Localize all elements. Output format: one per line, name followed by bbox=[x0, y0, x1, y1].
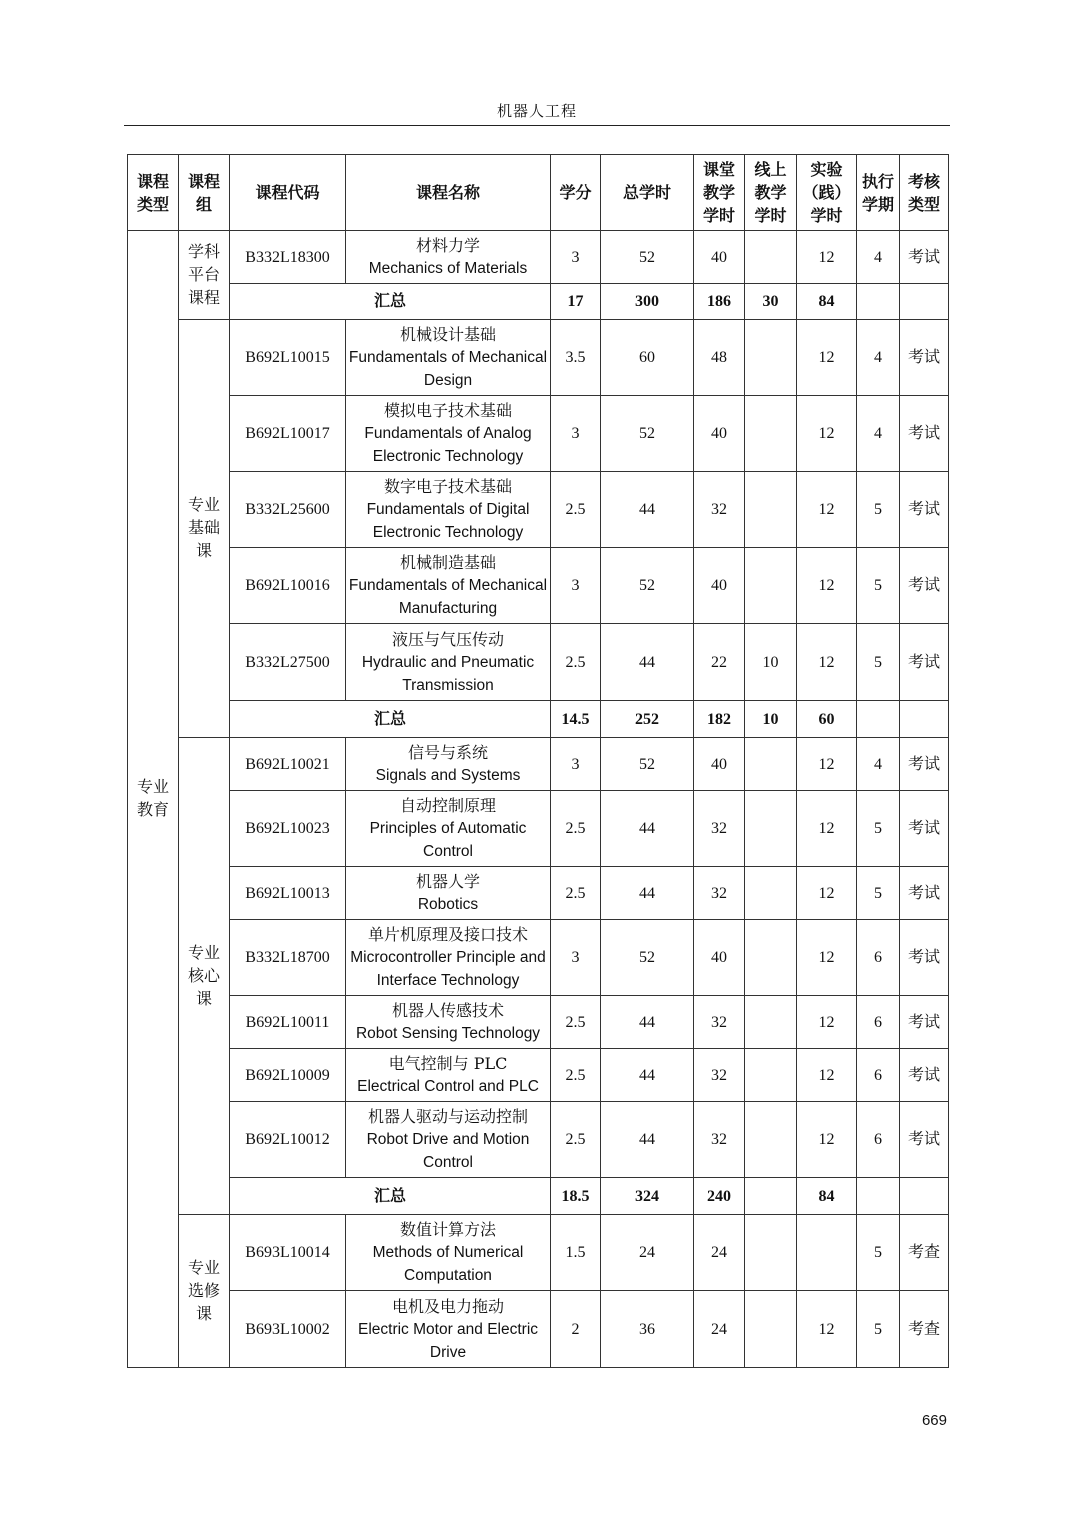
course-code-cell: B692L10023 bbox=[230, 791, 346, 867]
summary-label-cell: 汇总 bbox=[230, 701, 551, 738]
course-name-cn: 机器人学 bbox=[415, 872, 480, 891]
class-hours-cell: 32 bbox=[694, 472, 745, 548]
lab-hours-cell: 12 bbox=[797, 920, 857, 996]
table-row bbox=[128, 472, 949, 548]
table-row bbox=[128, 231, 949, 284]
summary-online-hours-cell bbox=[745, 1178, 797, 1215]
summary-total-hours-cell: 252 bbox=[601, 701, 694, 738]
exam-type-cell: 考试 bbox=[900, 867, 949, 920]
total-hours-cell: 44 bbox=[601, 867, 694, 920]
course-name-cn: 液压与气压传动 bbox=[391, 629, 504, 649]
table-row bbox=[128, 996, 949, 1049]
online-hours-cell bbox=[745, 548, 797, 624]
credit-cell: 2.5 bbox=[551, 1102, 601, 1178]
course-name-en: Fundamentals of Analog Electronic Technology bbox=[364, 425, 532, 465]
course-name-en: Robot Sensing Technology bbox=[355, 1025, 541, 1042]
summary-row bbox=[128, 1178, 949, 1215]
credit-cell: 3 bbox=[551, 738, 601, 791]
total-hours-cell: 44 bbox=[601, 1049, 694, 1102]
summary-online-hours-cell: 10 bbox=[745, 701, 797, 738]
lab-hours-cell: 12 bbox=[797, 1049, 857, 1102]
online-hours-cell bbox=[745, 1049, 797, 1102]
table-row bbox=[128, 1049, 949, 1102]
course-name-en: Fundamentals of Digital Electronic Technology bbox=[366, 501, 530, 541]
course-name-cn: 材料力学 bbox=[415, 236, 480, 255]
summary-lab-hours-cell: 60 bbox=[797, 701, 857, 738]
lab-hours-cell: 12 bbox=[797, 791, 857, 867]
class-hours-cell: 24 bbox=[694, 1215, 745, 1291]
course-code-cell: B692L10011 bbox=[230, 996, 346, 1049]
summary-row bbox=[128, 701, 949, 738]
column-header: 学分 bbox=[551, 155, 601, 231]
total-hours-cell: 52 bbox=[601, 548, 694, 624]
course-group-cell: 专业 核心 课 bbox=[179, 738, 230, 1215]
course-name-cell bbox=[346, 867, 551, 920]
table-row bbox=[128, 867, 949, 920]
summary-total-hours-cell: 300 bbox=[601, 284, 694, 320]
class-hours-cell: 32 bbox=[694, 1102, 745, 1178]
summary-credit-cell: 17 bbox=[551, 284, 601, 320]
course-code-cell: B693L10002 bbox=[230, 1291, 346, 1368]
summary-credit-cell: 14.5 bbox=[551, 701, 601, 738]
summary-label-cell: 汇总 bbox=[230, 284, 551, 320]
online-hours-cell bbox=[745, 472, 797, 548]
summary-lab-hours-cell: 84 bbox=[797, 284, 857, 320]
lab-hours-cell: 12 bbox=[797, 1291, 857, 1368]
exam-type-cell: 考试 bbox=[900, 996, 949, 1049]
course-name-en: Electric Motor and Electric Drive bbox=[357, 1320, 539, 1361]
summary-class-hours-cell: 240 bbox=[694, 1178, 745, 1215]
class-hours-cell: 48 bbox=[694, 320, 745, 396]
column-header: 总学时 bbox=[601, 155, 694, 231]
term-cell: 5 bbox=[857, 624, 900, 701]
course-name-cn: 机器人驱动与运动控制 bbox=[367, 1107, 528, 1126]
course-code-cell: B332L18700 bbox=[230, 920, 346, 996]
course-code-cell: B332L27500 bbox=[230, 624, 346, 701]
credit-cell: 2.5 bbox=[551, 472, 601, 548]
lab-hours-cell: 12 bbox=[797, 1102, 857, 1178]
summary-credit-cell: 18.5 bbox=[551, 1178, 601, 1215]
summary-term-cell bbox=[857, 284, 900, 320]
course-name-cell bbox=[346, 1291, 551, 1368]
column-header: 线上 教学 学时 bbox=[745, 155, 797, 231]
table-row bbox=[128, 1291, 949, 1368]
summary-lab-hours-cell: 84 bbox=[797, 1178, 857, 1215]
course-name-cell bbox=[346, 396, 551, 472]
summary-row bbox=[128, 284, 949, 320]
term-cell: 5 bbox=[857, 791, 900, 867]
credit-cell: 2.5 bbox=[551, 791, 601, 867]
total-hours-cell: 52 bbox=[601, 231, 694, 284]
course-name-cell bbox=[346, 738, 551, 791]
course-code-cell: B692L10013 bbox=[230, 867, 346, 920]
course-name-cell bbox=[346, 1215, 551, 1291]
exam-type-cell: 考查 bbox=[900, 1291, 949, 1368]
course-name-en: Fundamentals of Mechanical Manufacturing bbox=[348, 577, 548, 617]
exam-type-cell: 考试 bbox=[900, 738, 949, 791]
column-header: 执行 学期 bbox=[857, 155, 900, 231]
term-cell: 6 bbox=[857, 996, 900, 1049]
course-group-cell: 专业 基础 课 bbox=[179, 320, 230, 738]
lab-hours-cell: 12 bbox=[797, 738, 857, 791]
summary-class-hours-cell: 182 bbox=[694, 701, 745, 738]
lab-hours-cell: 12 bbox=[797, 472, 857, 548]
table-row bbox=[128, 738, 949, 791]
course-name-cn: 自动控制原理 bbox=[399, 796, 496, 815]
credit-cell: 3.5 bbox=[551, 320, 601, 396]
class-hours-cell: 40 bbox=[694, 396, 745, 472]
table-row bbox=[128, 624, 949, 701]
total-hours-cell: 44 bbox=[601, 624, 694, 701]
summary-exam-cell bbox=[900, 284, 949, 320]
exam-type-cell: 考试 bbox=[900, 548, 949, 624]
lab-hours-cell: 12 bbox=[797, 320, 857, 396]
course-name-en: Microcontroller Principle and Interface Technology bbox=[350, 949, 546, 989]
term-cell: 6 bbox=[857, 1102, 900, 1178]
online-hours-cell bbox=[745, 738, 797, 791]
term-cell: 4 bbox=[857, 231, 900, 284]
summary-online-hours-cell: 30 bbox=[745, 284, 797, 320]
credit-cell: 2.5 bbox=[551, 1049, 601, 1102]
course-name-en: Principles of Automatic Control bbox=[369, 820, 527, 860]
online-hours-cell bbox=[745, 867, 797, 920]
course-code-cell: B692L10009 bbox=[230, 1049, 346, 1102]
online-hours-cell bbox=[745, 320, 797, 396]
course-group-cell: 学科 平台 课程 bbox=[179, 231, 230, 320]
exam-type-cell: 考试 bbox=[900, 231, 949, 284]
total-hours-cell: 44 bbox=[601, 996, 694, 1049]
exam-type-cell: 考查 bbox=[900, 1215, 949, 1291]
exam-type-cell: 考试 bbox=[900, 472, 949, 548]
exam-type-cell: 考试 bbox=[900, 320, 949, 396]
credit-cell: 2 bbox=[551, 1291, 601, 1368]
column-header: 课程名称 bbox=[346, 155, 551, 231]
class-hours-cell: 40 bbox=[694, 231, 745, 284]
course-name-cn: 机械设计基础 bbox=[399, 325, 496, 344]
class-hours-cell: 32 bbox=[694, 1049, 745, 1102]
course-code-cell: B692L10017 bbox=[230, 396, 346, 472]
total-hours-cell: 52 bbox=[601, 920, 694, 996]
course-code-cell: B692L10015 bbox=[230, 320, 346, 396]
total-hours-cell: 52 bbox=[601, 738, 694, 791]
online-hours-cell bbox=[745, 231, 797, 284]
column-header: 课程代码 bbox=[230, 155, 346, 231]
summary-exam-cell bbox=[900, 701, 949, 738]
term-cell: 5 bbox=[857, 867, 900, 920]
term-cell: 5 bbox=[857, 472, 900, 548]
credit-cell: 1.5 bbox=[551, 1215, 601, 1291]
course-name-en: Robotics bbox=[417, 896, 479, 913]
course-group-cell: 专业 选修 课 bbox=[179, 1215, 230, 1368]
exam-type-cell: 考试 bbox=[900, 1049, 949, 1102]
course-name-cn: 单片机原理及接口技术 bbox=[367, 925, 528, 944]
course-name-en: Fundamentals of Mechanical Design bbox=[348, 349, 548, 389]
course-code-cell: B693L10014 bbox=[230, 1215, 346, 1291]
summary-exam-cell bbox=[900, 1178, 949, 1215]
course-name-cn: 电气控制与 PLC bbox=[388, 1054, 508, 1073]
total-hours-cell: 44 bbox=[601, 472, 694, 548]
credit-cell: 3 bbox=[551, 920, 601, 996]
course-name-cell bbox=[346, 1102, 551, 1178]
summary-label-cell: 汇总 bbox=[230, 1178, 551, 1215]
term-cell: 4 bbox=[857, 738, 900, 791]
online-hours-cell bbox=[745, 1215, 797, 1291]
exam-type-cell: 考试 bbox=[900, 791, 949, 867]
online-hours-cell bbox=[745, 396, 797, 472]
credit-cell: 3 bbox=[551, 548, 601, 624]
course-name-cn: 机械制造基础 bbox=[399, 553, 496, 572]
lab-hours-cell: 12 bbox=[797, 548, 857, 624]
course-name-cn: 数值计算方法 bbox=[399, 1220, 496, 1239]
online-hours-cell bbox=[745, 1291, 797, 1368]
table-row bbox=[128, 920, 949, 996]
lab-hours-cell: 12 bbox=[797, 231, 857, 284]
course-name-en: Methods of Numerical Computation bbox=[372, 1244, 524, 1284]
course-name-cell bbox=[346, 472, 551, 548]
online-hours-cell bbox=[745, 1102, 797, 1178]
summary-term-cell bbox=[857, 1178, 900, 1215]
term-cell: 6 bbox=[857, 1049, 900, 1102]
term-cell: 4 bbox=[857, 396, 900, 472]
total-hours-cell: 36 bbox=[601, 1291, 694, 1368]
table-row bbox=[128, 1102, 949, 1178]
course-name-cn: 模拟电子技术基础 bbox=[383, 401, 512, 420]
class-hours-cell: 32 bbox=[694, 791, 745, 867]
total-hours-cell: 44 bbox=[601, 1102, 694, 1178]
lab-hours-cell: 12 bbox=[797, 396, 857, 472]
total-hours-cell: 44 bbox=[601, 791, 694, 867]
credit-cell: 2.5 bbox=[551, 624, 601, 701]
course-name-cn: 信号与系统 bbox=[407, 743, 488, 762]
course-name-cell bbox=[346, 231, 551, 284]
course-name-cell bbox=[346, 996, 551, 1049]
course-name-cn: 机器人传感技术 bbox=[391, 1001, 504, 1020]
total-hours-cell: 24 bbox=[601, 1215, 694, 1291]
online-hours-cell bbox=[745, 791, 797, 867]
exam-type-cell: 考试 bbox=[900, 624, 949, 701]
term-cell: 4 bbox=[857, 320, 900, 396]
table-row bbox=[128, 396, 949, 472]
lab-hours-cell: 12 bbox=[797, 624, 857, 701]
table-header-row bbox=[128, 155, 949, 231]
course-table bbox=[127, 154, 949, 1368]
term-cell: 5 bbox=[857, 548, 900, 624]
course-name-cell bbox=[346, 624, 551, 701]
course-category-cell: 专业 教育 bbox=[128, 231, 179, 1368]
course-code-cell: B332L18300 bbox=[230, 231, 346, 284]
course-code-cell: B692L10021 bbox=[230, 738, 346, 791]
course-code-cell: B692L10012 bbox=[230, 1102, 346, 1178]
course-code-cell: B692L10016 bbox=[230, 548, 346, 624]
class-hours-cell: 40 bbox=[694, 548, 745, 624]
column-header: 考核 类型 bbox=[900, 155, 949, 231]
exam-type-cell: 考试 bbox=[900, 1102, 949, 1178]
page-number: 669 bbox=[921, 1412, 947, 1429]
course-name-en: Electrical Control and PLC bbox=[357, 1078, 539, 1095]
column-header: 课程 类型 bbox=[128, 155, 179, 231]
course-name-en: Signals and Systems bbox=[375, 767, 521, 784]
term-cell: 5 bbox=[857, 1291, 900, 1368]
credit-cell: 2.5 bbox=[551, 867, 601, 920]
class-hours-cell: 32 bbox=[694, 996, 745, 1049]
course-name-cell bbox=[346, 920, 551, 996]
class-hours-cell: 22 bbox=[694, 624, 745, 701]
course-name-en: Mechanics of Materials bbox=[368, 260, 528, 277]
summary-total-hours-cell: 324 bbox=[601, 1178, 694, 1215]
header-rule bbox=[124, 125, 950, 126]
lab-hours-cell bbox=[797, 1215, 857, 1291]
summary-class-hours-cell: 186 bbox=[694, 284, 745, 320]
column-header: 课程 组 bbox=[179, 155, 230, 231]
table-row bbox=[128, 791, 949, 867]
course-name-cn: 数字电子技术基础 bbox=[383, 477, 512, 496]
course-name-cell bbox=[346, 320, 551, 396]
course-code-cell: B332L25600 bbox=[230, 472, 346, 548]
course-name-en: Hydraulic and Pneumatic Transmission bbox=[361, 653, 535, 694]
credit-cell: 3 bbox=[551, 231, 601, 284]
total-hours-cell: 52 bbox=[601, 396, 694, 472]
course-name-en: Robot Drive and Motion Control bbox=[366, 1131, 530, 1171]
exam-type-cell: 考试 bbox=[900, 396, 949, 472]
column-header: 课堂 教学 学时 bbox=[694, 155, 745, 231]
online-hours-cell bbox=[745, 996, 797, 1049]
course-name-cell bbox=[346, 548, 551, 624]
credit-cell: 3 bbox=[551, 396, 601, 472]
class-hours-cell: 40 bbox=[694, 920, 745, 996]
credit-cell: 2.5 bbox=[551, 996, 601, 1049]
total-hours-cell: 60 bbox=[601, 320, 694, 396]
term-cell: 5 bbox=[857, 1215, 900, 1291]
lab-hours-cell: 12 bbox=[797, 867, 857, 920]
term-cell: 6 bbox=[857, 920, 900, 996]
course-name-cell bbox=[346, 791, 551, 867]
lab-hours-cell: 12 bbox=[797, 996, 857, 1049]
course-name-cell bbox=[346, 1049, 551, 1102]
class-hours-cell: 24 bbox=[694, 1291, 745, 1368]
online-hours-cell bbox=[745, 920, 797, 996]
exam-type-cell: 考试 bbox=[900, 920, 949, 996]
page-header-title: 机器人工程 bbox=[496, 102, 577, 120]
column-header: 实验 （践） 学时 bbox=[797, 155, 857, 231]
course-name-cn: 电机及电力拖动 bbox=[391, 1296, 504, 1316]
table-row bbox=[128, 548, 949, 624]
table-row bbox=[128, 320, 949, 396]
table-row bbox=[128, 1215, 949, 1291]
class-hours-cell: 32 bbox=[694, 867, 745, 920]
summary-term-cell bbox=[857, 701, 900, 738]
online-hours-cell: 10 bbox=[745, 624, 797, 701]
class-hours-cell: 40 bbox=[694, 738, 745, 791]
